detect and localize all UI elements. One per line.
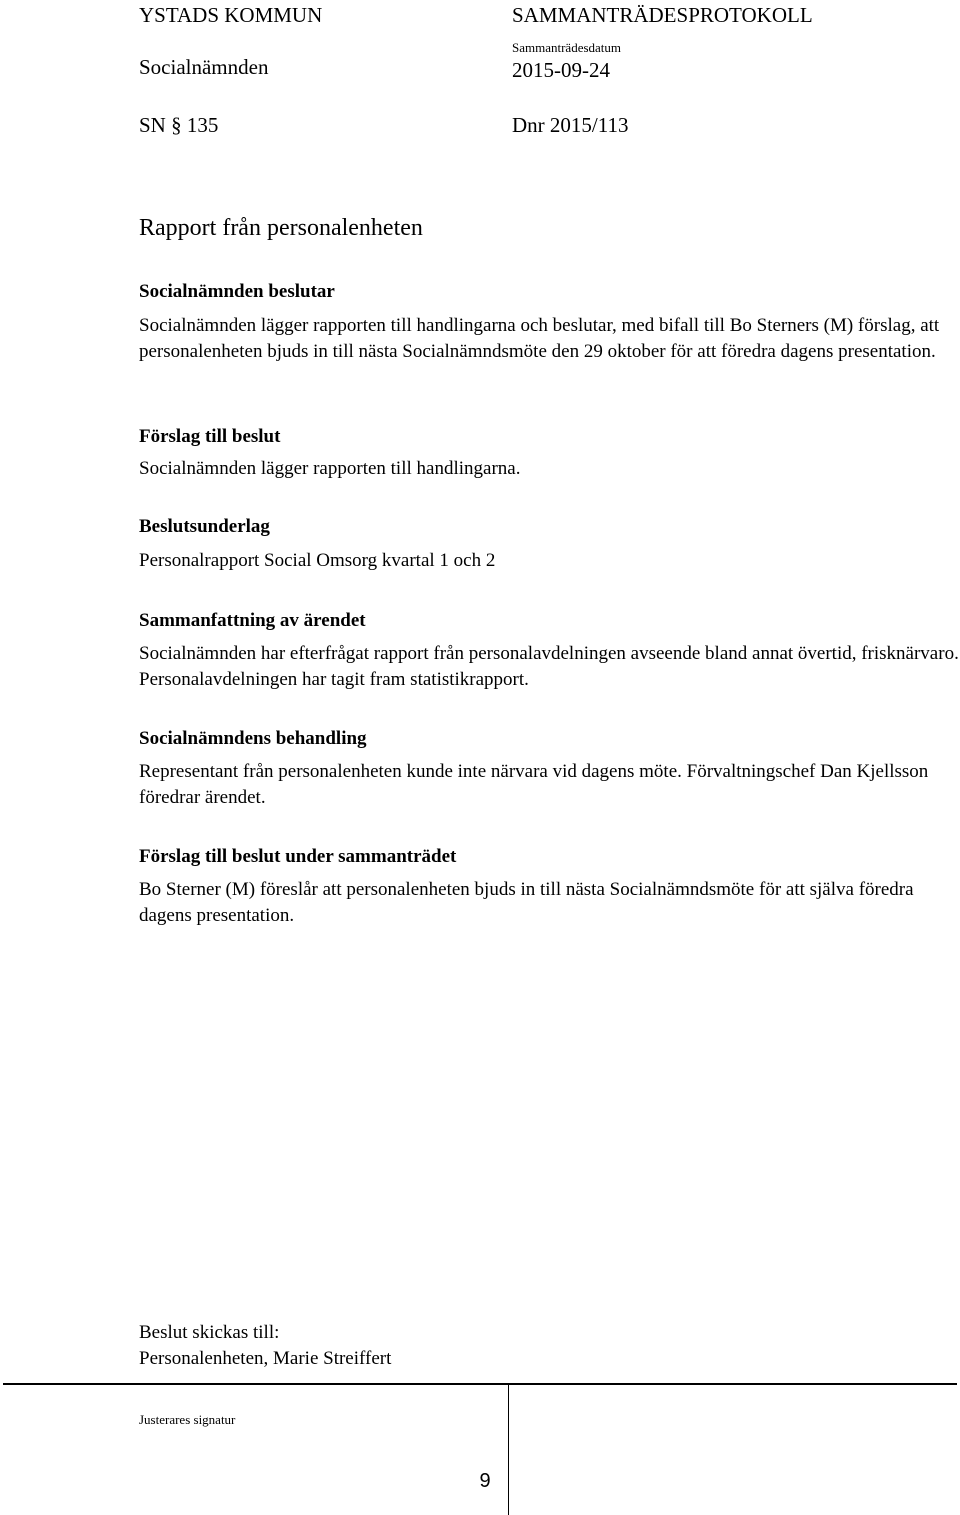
section-heading: Socialnämnden beslutar [139, 281, 335, 302]
section-text: Personalrapport Social Omsorg kvartal 1 och 2 [139, 550, 496, 571]
signature-label: Justerares signatur [139, 1412, 236, 1427]
committee-name: Socialnämnden [139, 55, 269, 79]
section-text: Socialnämnden lägger rapporten till handlingarna. [139, 458, 521, 479]
page-number: 9 [479, 1470, 491, 1492]
section-text: Bo Sterner (M) föreslår att personalenheten bjuds in till nästa Socialnämndsmöte för att själva föredra dagens presentation. [139, 879, 914, 926]
section-number: SN § 135 [139, 113, 219, 137]
section-heading: Förslag till beslut [139, 426, 281, 447]
section-heading: Beslutsunderlag [139, 516, 270, 537]
meeting-date: 2015-09-24 [512, 58, 610, 82]
section-text: Representant från personalenheten kunde inte närvara vid dagens möte. Förvaltningschef Dan Kjellsson föredrar ärendet. [139, 761, 929, 808]
dnr-number: Dnr 2015/113 [512, 113, 629, 137]
distribution-label: Beslut skickas till: [139, 1322, 280, 1343]
section-text: Socialnämnden lägger rapporten till handlingarna och beslutar, med bifall till Bo Sterners (M) förslag, att personalenheten bjuds in till nästa Socialnämndsmöte den 29 oktober för att föredra dagens presentation. [139, 315, 940, 362]
org-name: YSTADS KOMMUN [139, 3, 323, 27]
section-heading: Socialnämndens behandling [139, 728, 367, 749]
page-title: Rapport från personalenheten [139, 215, 423, 241]
section-text: Socialnämnden har efterfrågat rapport från personalavdelningen avseende bland annat övertid, frisknärvaro. Personalavdelningen har tagit fram statistikrapport. [139, 643, 959, 690]
document-type: SAMMANTRÄDESPROTOKOLL [512, 3, 813, 27]
section-heading: Förslag till beslut under sammanträdet [139, 846, 457, 867]
footer-rule [3, 1383, 957, 1385]
meeting-date-label: Sammanträdesdatum [512, 40, 622, 55]
section-heading: Sammanfattning av ärendet [139, 610, 366, 631]
distribution-recipients: Personalenheten, Marie Streiffert [139, 1348, 392, 1369]
